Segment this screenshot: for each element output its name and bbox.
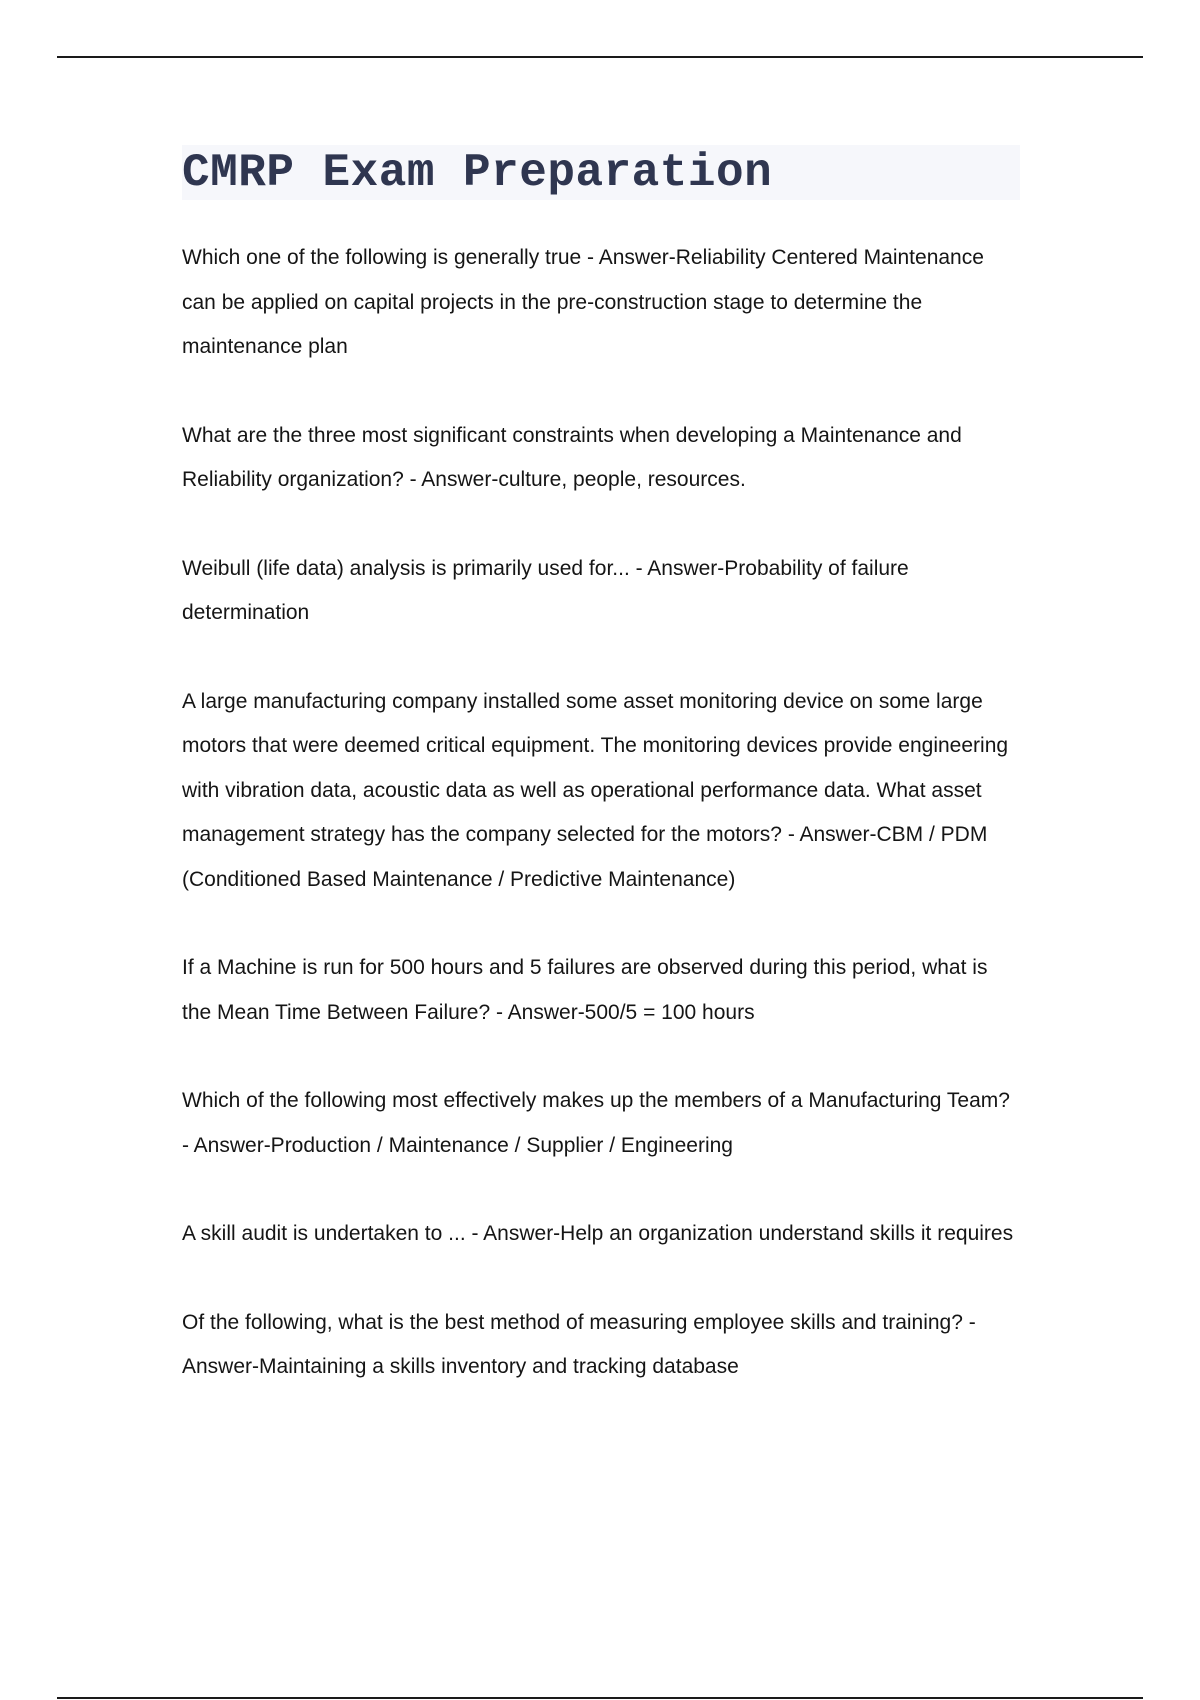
qa-item-3: Weibull (life data) analysis is primarily used for... - Answer-Probability of failure determination bbox=[182, 556, 909, 624]
qa-item-5: If a Machine is run for 500 hours and 5 failures are observed during this period, what is the Mean Time Between Failure? - Answer-500/5 = 100 hours bbox=[182, 956, 988, 1024]
top-divider bbox=[57, 56, 1143, 58]
qa-item-4: A large manufacturing company installed some asset monitoring device on some large motors that were deemed critical equipment. The monitoring devices provide engineering with vibration data, acoustic data as well as operational performance data. What asset management strategy has the company selected for the motors? - Answer-CBM / PDM (Conditioned Based Maintenance / Predictive Maintenance) bbox=[182, 689, 1009, 891]
bottom-divider bbox=[57, 1697, 1143, 1699]
title-banner bbox=[182, 145, 1020, 200]
qa-item-8: Of the following, what is the best method of measuring employee skills and training? - Answer-Maintaining a skills inventory and tracking database bbox=[182, 1310, 976, 1378]
qa-item-7: A skill audit is undertaken to ... - Answer-Help an organization understand skills it requires bbox=[182, 1222, 1014, 1245]
qa-item-6: Which of the following most effectively makes up the members of a Manufacturing Team? - Answer-Production / Maintenance / Supplier / Engineering bbox=[182, 1089, 1010, 1157]
document-body bbox=[182, 145, 1020, 1434]
qa-item-2: What are the three most significant constraints when developing a Maintenance and Reliability organization? - Answer-culture, people, resources. bbox=[182, 423, 962, 491]
qa-item-1: Which one of the following is generally true - Answer-Reliability Centered Maintenance can be applied on capital projects in the pre-construction stage to determine the maintenance plan bbox=[182, 246, 984, 358]
page-title: CMRP Exam Preparation bbox=[182, 146, 773, 199]
question-answer-list bbox=[182, 236, 1020, 1390]
